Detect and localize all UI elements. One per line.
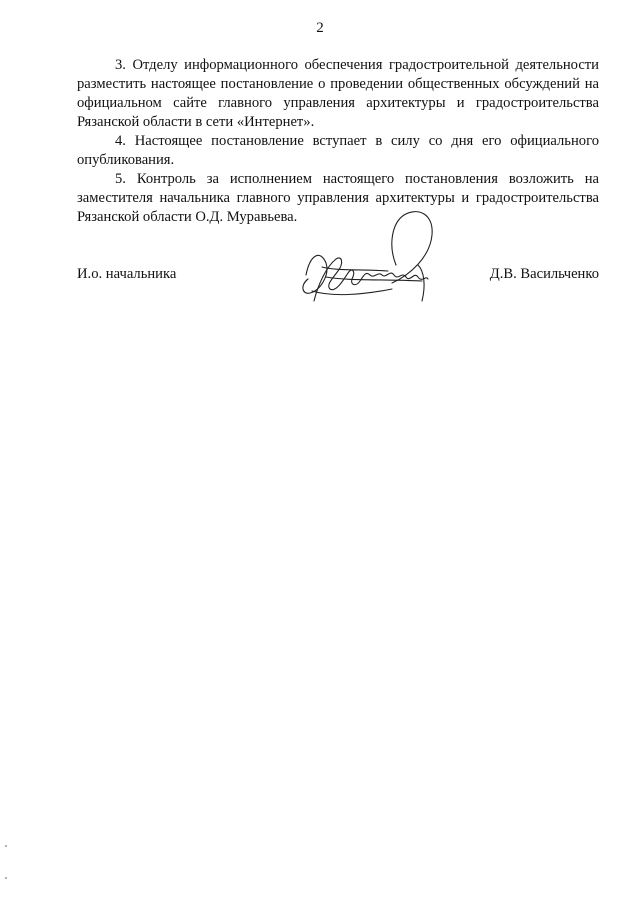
paragraph-4: 4. Настоящее постановление вступает в силу со дня его официального опубликования. xyxy=(77,133,599,168)
handwritten-signature xyxy=(292,205,452,315)
signature-block xyxy=(77,260,599,320)
scan-speck xyxy=(5,845,7,847)
scan-specks xyxy=(5,845,9,885)
scan-speck xyxy=(5,877,7,879)
document-body xyxy=(77,56,599,227)
page-number: 2 xyxy=(316,20,324,36)
paragraph-3: 3. Отделу информационного обеспечения градостроительной деятельности разместить настоящее постановление о проведении общественных обсуждений на официальном сайте главного управления архитектуры и градостроительства Рязанской области в сети «Интернет». xyxy=(77,57,599,130)
paragraph-5: 5. Контроль за исполнением настоящего постановления возложить на заместителя начальника главного управления архитектуры и градостроительства Рязанской области О.Д. Муравьева. xyxy=(77,171,599,225)
signer-name: Д.В. Васильченко xyxy=(489,266,599,282)
signer-title: И.о. начальника xyxy=(77,266,177,282)
